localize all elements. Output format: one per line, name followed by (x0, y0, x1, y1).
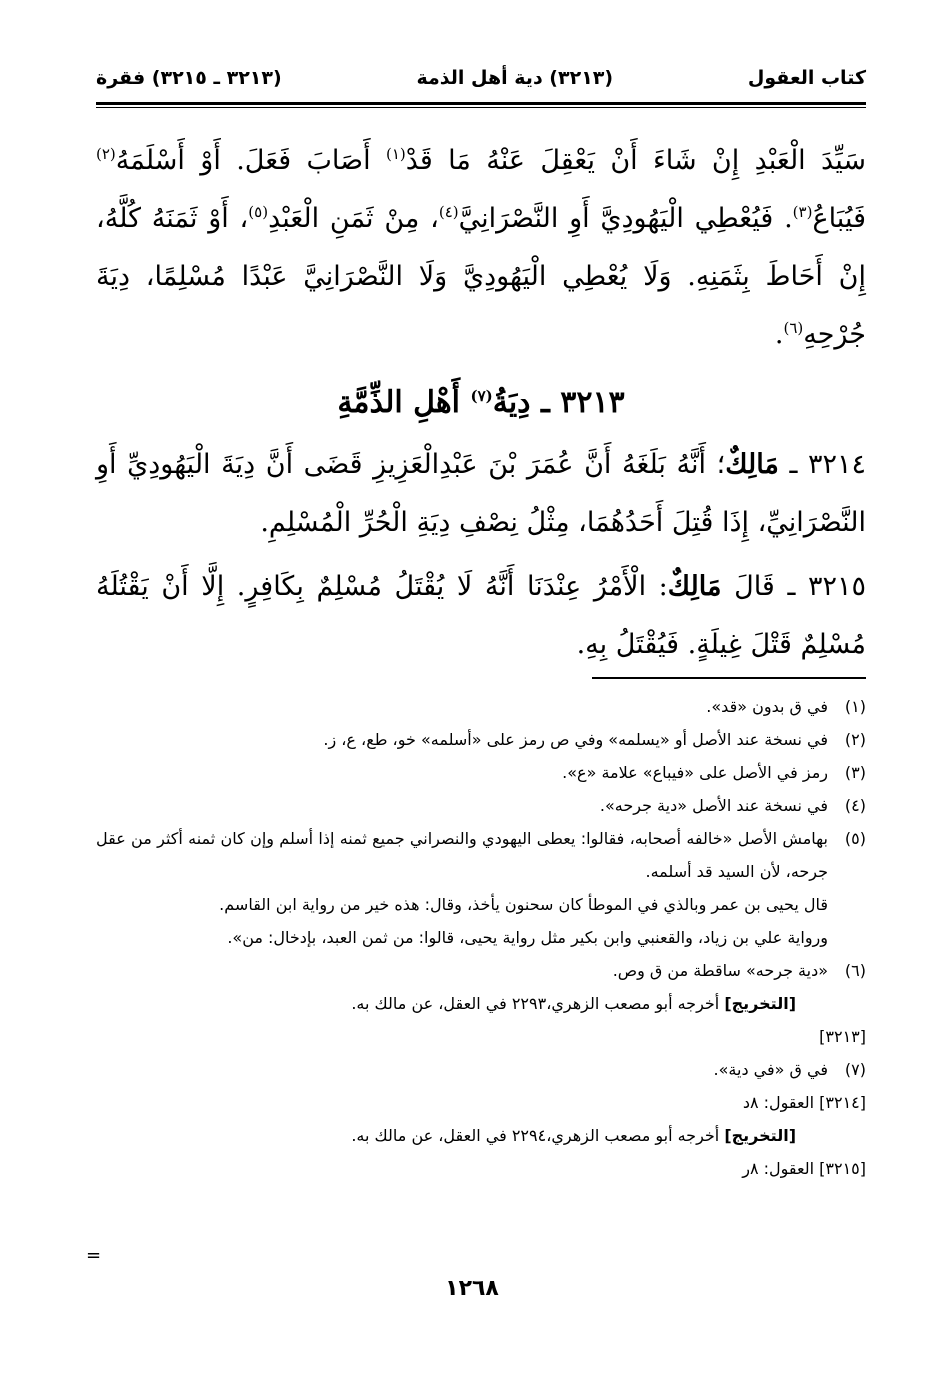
book-title: كتاب العقول (747, 67, 866, 89)
takhrij-label: [التخريج] (724, 994, 796, 1013)
footnote-text: في نسخة عند الأصل «دية جرحه». (599, 796, 828, 815)
footnote-ref: (١) (385, 145, 406, 163)
text-run: ؛ أَنَّهُ بَلَغَهُ أَنَّ عُمَرَ بْنَ عَبْدِالْعَزِيزِ قَضَى أَنَّ دِيَةَ الْيَهُودِيِّ أَوِ النَّصْرَانِيِّ، إِذَا قُتِلَ أَحَدُهُمَا، مِثْلُ نِصْفِ دِيَةِ الْحُرِّ الْمُسْلِمِ. (96, 449, 866, 538)
footnote-number: (١) (844, 697, 866, 716)
footnote-number: (٣) (844, 763, 866, 782)
footnote-text: بهامش الأصل «خالفه أصحابه، فقالوا: يعطى اليهودي والنصراني جميع ثمنه إذا أسلم وإن كان ثمنه أكثر من عقل جرحه، لأن السيد قد أسلمه. (96, 829, 828, 881)
footnote-number: (٧) (844, 1060, 866, 1079)
narrator-name: مَالِكٌ (667, 571, 722, 602)
paragraph-number: ٣٢١٤ ـ (778, 449, 867, 480)
footnote-5 (96, 822, 866, 888)
takhrij-note (96, 1119, 866, 1152)
text-run: ، مِنْ ثَمَنِ الْعَبْدِ (268, 203, 439, 234)
chapter-heading (96, 374, 866, 432)
takhrij-text: أخرجه أبو مصعب الزهري،٢٢٩٣ في العقل، عن مالك به. (351, 994, 725, 1013)
section-title: (٣٢١٣) دية أهل الذمة (416, 67, 614, 89)
footnote-text: في نسخة عند الأصل أو «يسلمه» وفي ص رمز على «أسلمه» خو، طع، ع، ز. (323, 730, 828, 749)
takhrij-label: [التخريج] (724, 1126, 796, 1145)
narrator-name: مَالِكٌ (725, 449, 779, 480)
header-rule (96, 102, 866, 108)
paragraph-3214 (96, 436, 866, 552)
footnote-number: (٢) (844, 730, 866, 749)
paragraph-reference: [٣٢١٣] (819, 1027, 866, 1046)
footnote-7 (96, 1053, 866, 1086)
text-run: : الْأَمْرُ عِنْدَنَا أَنَّهُ لَا يُقْتَلُ مُسْلِمٌ بِكَافِرٍ. إِلَّا أَنْ يَقْتُلَهُ مُسْلِمٌ قَتْلَ غِيلَةٍ. فَيُقْتَلُ بِهِ. (96, 571, 866, 660)
footnote-ref: (٥) (248, 203, 269, 221)
footnote-ref: (٢) (96, 145, 116, 163)
text-run: فَيُبَاعُ (812, 203, 866, 234)
footnote-ref: (٧) (470, 387, 493, 405)
paragraph-reference: [٣٢١٤] العقول: ٨د (742, 1093, 866, 1112)
heading-text: أَهْلِ الذِّمَّةِ (337, 385, 471, 420)
footnote-text: في ق بدون «قد». (706, 697, 828, 716)
text-run: . (774, 319, 784, 350)
text-run: ، أَوْ ثَمَنَهُ كُلَّهُ، إِنْ أَحَاطَ بِثَمَنِهِ. وَلَا يُعْطِي الْيَهُودِيَّ وَلَا النَّصْرَانِيَّ عَبْدًا مُسْلِمًا، دِيَةَ جُرْحِهِ (96, 203, 866, 350)
footnote-ref: (٤) (438, 203, 459, 221)
paragraph-range: (٣٢١٣ ـ ٣٢١٥) فقرة (96, 67, 282, 89)
running-header (96, 58, 866, 98)
footnote-ref: (٣) (792, 203, 813, 221)
text-run: . فَيُعْطِي الْيَهُودِيَّ أَوِ النَّصْرَانِيَّ (458, 203, 793, 234)
footnote-ref: (٦) (783, 319, 804, 337)
footnote-5-continuation: ورواية علي بن زياد، والقعنبي وابن بكير مثل رواية يحيى، قالوا: من ثمن العبد، بإدخال: من». (227, 928, 828, 947)
footnote-text: في ق «في دية». (713, 1060, 828, 1079)
margin-mark: = (86, 1245, 102, 1266)
footnote-6 (96, 954, 866, 987)
footnote-number: (٥) (844, 829, 866, 848)
text-run: سَيِّدَ الْعَبْدِ إِنْ شَاءَ أَنْ يَعْقِلَ عَنْهُ مَا قَدْ (405, 145, 866, 176)
footnote-4 (96, 789, 866, 822)
heading-text: ٣٢١٣ ـ دِيَةُ (492, 385, 625, 420)
footnote-3 (96, 756, 866, 789)
paragraph-number: ٣٢١٥ ـ قَالَ (721, 571, 866, 602)
footnote-1 (96, 690, 866, 723)
text-run: أَصَابَ فَعَلَ. أَوْ أَسْلَمَهُ (115, 145, 386, 176)
footnote-rule (592, 677, 866, 679)
footnote-text: رمز في الأصل على «فيباع» علامة «ع». (562, 763, 828, 782)
main-text (96, 132, 866, 674)
footnote-text: «دية جرحه» ساقطة من ق وص. (612, 961, 828, 980)
footnote-number: (٤) (844, 796, 866, 815)
paragraph-3215 (96, 558, 866, 674)
footnote-2 (96, 723, 866, 756)
page-number: ١٢٦٨ (445, 1276, 499, 1301)
takhrij-text: أخرجه أبو مصعب الزهري،٢٢٩٤ في العقل، عن مالك به. (351, 1126, 725, 1145)
footnote-number: (٦) (844, 961, 866, 980)
paragraph-continued (96, 132, 866, 364)
takhrij-note (96, 987, 866, 1020)
footnotes (96, 690, 866, 1185)
footnote-5-continuation: قال يحيى بن عمر وبالذي في الموطأ كان سحنون يأخذ، وقال: هذه خير من رواية ابن القاسم. (219, 895, 828, 914)
paragraph-reference: [٣٢١٥] العقول: ٨ر (742, 1159, 866, 1178)
